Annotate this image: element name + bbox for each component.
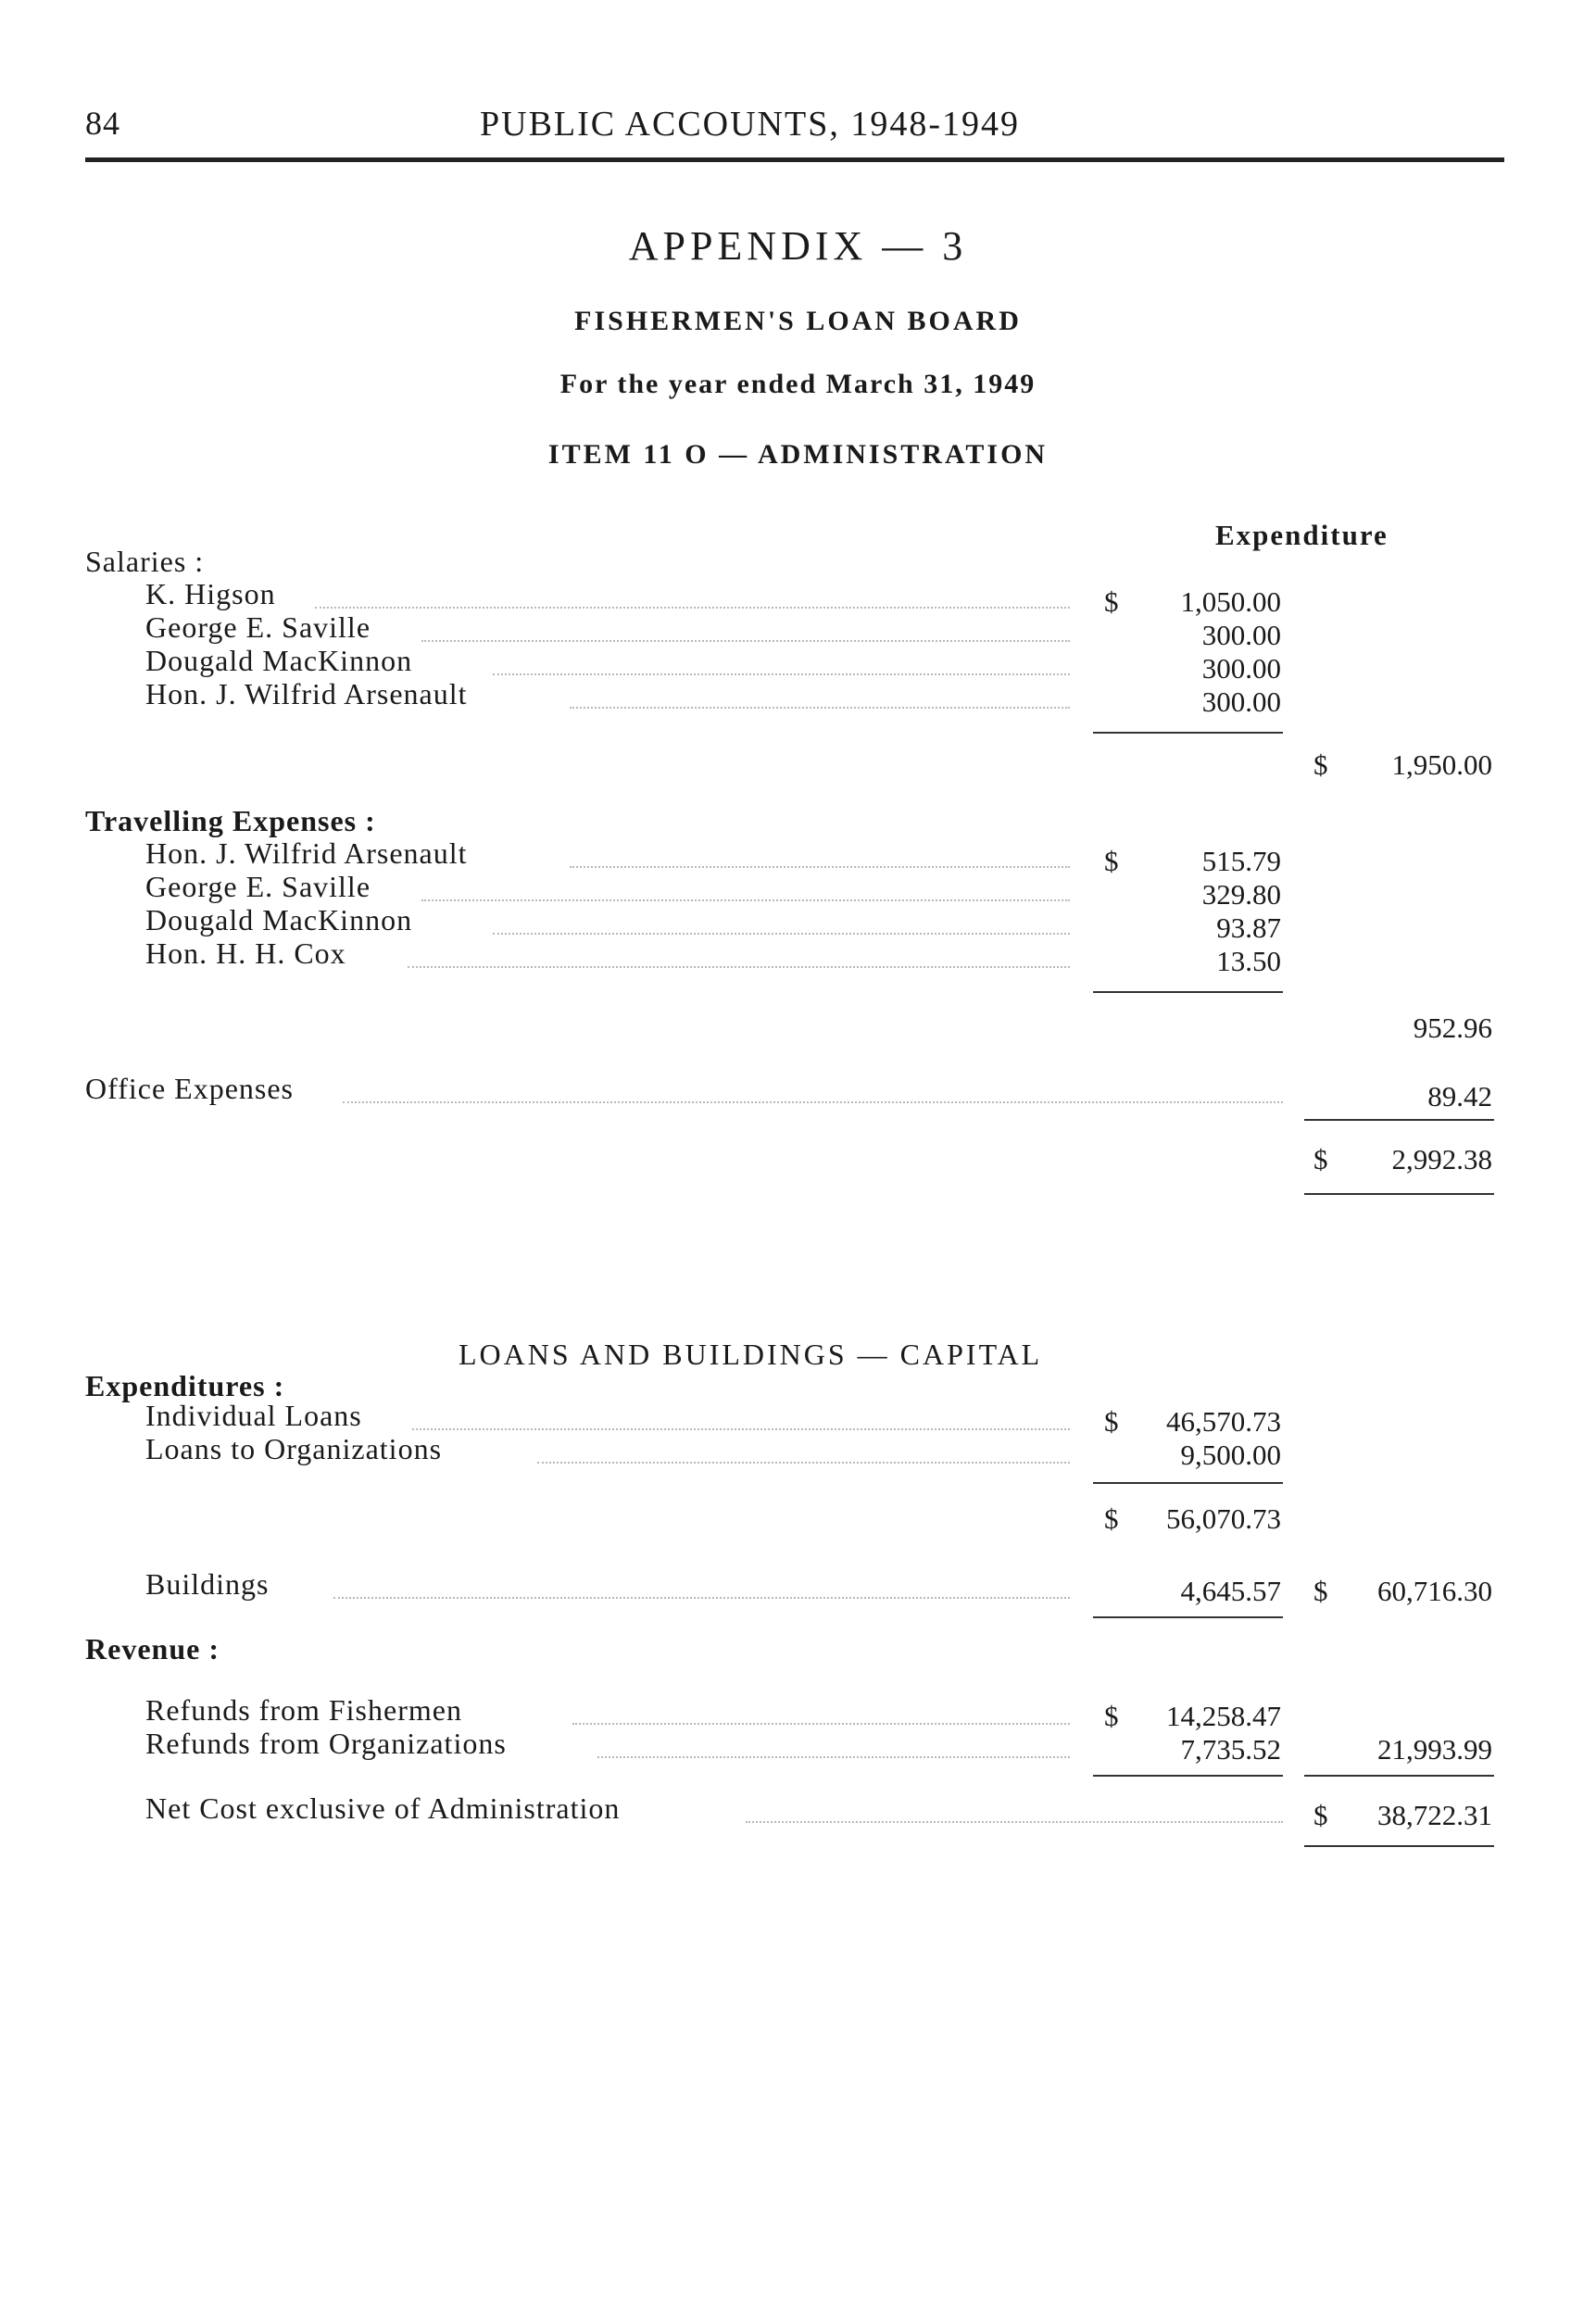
office-label: Office Expenses [85,1072,294,1105]
buildings-amount: 4,645.57 [1180,1575,1281,1607]
net-cost-amount: 38,722.31 [1377,1799,1492,1831]
revenue-total: 21,993.99 [1377,1733,1492,1766]
leader-dots [333,1597,1070,1599]
leader-dots [537,1462,1070,1464]
travel-amount-2: 329.80 [1201,878,1281,911]
leader-dots [493,673,1070,675]
salaries-heading: Salaries : [85,545,205,578]
refund-amount-1: 14,258.47 [1166,1700,1281,1732]
expenditures-currency: $ [1104,1405,1119,1438]
appendix-title: APPENDIX — 3 [628,223,968,269]
running-title: PUBLIC ACCOUNTS, 1948-1949 [480,105,1020,144]
travel-amount-4: 13.50 [1216,945,1281,977]
loan-amount-2: 9,500.00 [1180,1439,1281,1471]
leader-dots [570,866,1070,868]
travel-name-3: Dougald MacKinnon [145,903,413,936]
expenditures-heading: Expenditures : [85,1369,285,1402]
leader-dots [572,1723,1070,1725]
refund-name-1: Refunds from Fishermen [145,1693,462,1727]
buildings-label: Buildings [145,1567,270,1601]
expenditures-subtotal: 56,070.73 [1166,1502,1281,1535]
net-cost-currency: $ [1313,1799,1328,1831]
refund-name-2: Refunds from Organizations [145,1727,507,1760]
travel-name-4: Hon. H. H. Cox [145,936,346,970]
leader-dots [408,966,1070,968]
salary-amount-1: 1,050.00 [1180,585,1281,618]
loan-name-2: Loans to Organizations [145,1432,443,1465]
capital-title: LOANS AND BUILDINGS — CAPITAL [459,1338,1043,1371]
salary-name-4: Hon. J. Wilfrid Arsenault [145,677,468,710]
salary-amount-4: 300.00 [1201,685,1281,718]
office-amount: 89.42 [1427,1080,1492,1112]
salary-name-1: K. Higson [145,577,276,610]
loan-amount-1: 46,570.73 [1166,1405,1281,1438]
salaries-total: 1,950.00 [1391,748,1492,781]
travelling-rule [1093,991,1283,993]
expenditures-subtotal-currency: $ [1104,1502,1119,1535]
salary-name-2: George E. Saville [145,610,371,644]
revenue-total-rule [1304,1775,1494,1777]
capital-total-currency: $ [1313,1575,1328,1607]
salaries-currency: $ [1104,585,1119,618]
board-name: FISHERMEN'S LOAN BOARD [574,306,1022,336]
period-line: For the year ended March 31, 1949 [559,369,1037,399]
net-cost-underline [1304,1845,1494,1847]
admin-total-currency: $ [1313,1143,1328,1175]
net-cost-label: Net Cost exclusive of Administration [145,1791,621,1825]
loan-name-1: Individual Loans [145,1399,362,1432]
travelling-currency: $ [1104,845,1119,877]
travel-amount-1: 515.79 [1201,845,1281,877]
leader-dots [412,1428,1070,1430]
refund-amount-2: 7,735.52 [1180,1733,1281,1766]
salary-name-3: Dougald MacKinnon [145,644,413,677]
leader-dots [421,640,1070,642]
salary-amount-3: 300.00 [1201,652,1281,685]
item-line: ITEM 11 O — ADMINISTRATION [547,439,1049,470]
leader-dots [315,607,1070,609]
travel-name-1: Hon. J. Wilfrid Arsenault [145,836,468,870]
revenue-rule [1093,1775,1283,1777]
travel-amount-3: 93.87 [1216,911,1281,944]
travel-name-2: George E. Saville [145,870,371,903]
expenditure-header: Expenditure [1215,519,1389,551]
capital-total: 60,716.30 [1377,1575,1492,1607]
leader-dots [746,1821,1283,1823]
leader-dots [421,899,1070,901]
buildings-rule [1093,1616,1283,1618]
leader-dots [493,933,1070,935]
header-rule [85,157,1504,162]
revenue-currency: $ [1104,1700,1119,1732]
leader-dots [570,707,1070,709]
admin-total-underline [1304,1193,1494,1195]
travelling-total: 952.96 [1413,1012,1492,1044]
admin-grand-total: 2,992.38 [1391,1143,1492,1175]
travelling-heading: Travelling Expenses : [85,804,376,837]
admin-total-rule [1304,1119,1494,1121]
salary-amount-2: 300.00 [1201,619,1281,651]
page-number: 84 [85,105,120,142]
salaries-rule [1093,732,1283,734]
expenditures-rule [1093,1482,1283,1484]
revenue-heading: Revenue : [85,1632,220,1665]
leader-dots [597,1756,1070,1758]
salaries-total-currency: $ [1313,748,1328,781]
leader-dots [343,1101,1283,1103]
